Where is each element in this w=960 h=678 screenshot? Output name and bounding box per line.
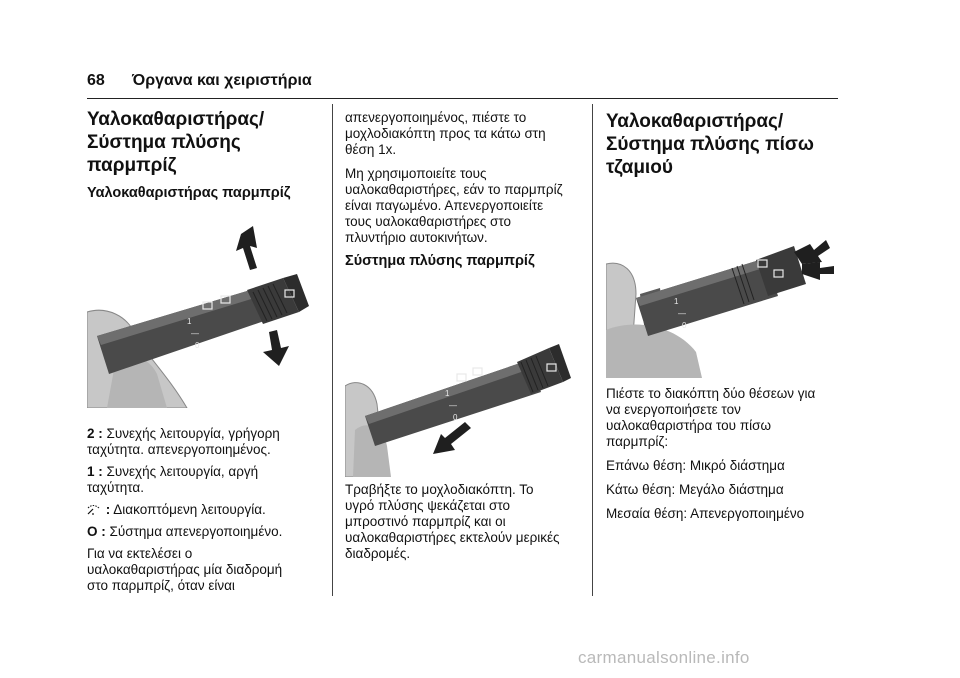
washer-para-line-3: μπροστινό παρμπρίζ και οι — [345, 514, 506, 529]
item-o-key: O : — [87, 524, 106, 539]
rear-wiper-switch-illustration — [606, 234, 838, 378]
svg-text:0: 0 — [195, 341, 200, 350]
rear-position-down: Κάτω θέση: Μεγάλο διάστημα — [606, 482, 784, 497]
column-divider-2 — [592, 104, 593, 596]
svg-text:—: — — [191, 329, 199, 338]
heading-rear-wiper-line-3: τζαμιού — [606, 157, 673, 178]
item-o-text: Σύστημα απενεργοποιημένο. — [109, 524, 283, 539]
item-2-key: 2 : — [87, 426, 103, 441]
page-header — [87, 72, 838, 100]
item-fast-continuous — [87, 426, 280, 442]
item-2-text-line-1: Συνεχής λειτουργία, γρήγορη — [106, 426, 280, 441]
single-sweep-cont-line-1: απενεργοποιημένος, πιέστε το — [345, 110, 527, 125]
heading-front-wiper-line-2: Σύστημα πλύσης — [87, 132, 241, 153]
washer-para-line-1: Τραβήξτε το μοχλοδιακόπτη. Το — [345, 482, 534, 497]
rear-para-line-1: Πιέστε το διακόπτη δύο θέσεων για — [606, 386, 816, 401]
single-sweep-cont-line-2: μοχλοδιακόπτη προς τα κάτω στη — [345, 126, 546, 141]
intermittent-wiper-icon — [87, 504, 100, 516]
rear-para-line-2: να ενεργοποιήσετε τον — [606, 402, 741, 417]
item-1-text-line-1: Συνεχής λειτουργία, αργή — [106, 464, 259, 479]
svg-text:—: — — [449, 401, 457, 410]
frozen-warning-line-5: πλυντήριο αυτοκινήτων. — [345, 230, 488, 245]
header-rule — [87, 98, 838, 99]
washer-para-line-4: υαλοκαθαριστήρες εκτελούν μερικές — [345, 530, 560, 545]
rear-para-line-3: υαλοκαθαριστήρα του πίσω — [606, 418, 771, 433]
frozen-warning-line-3: είναι παγωμένο. Απενεργοποιείτε — [345, 198, 544, 213]
frozen-warning-line-1: Μη χρησιμοποιείτε τους — [345, 166, 487, 181]
svg-text:—: — — [678, 309, 686, 318]
washer-para-line-5: διαδρομές. — [345, 546, 411, 561]
svg-text:1: 1 — [674, 297, 679, 306]
single-sweep-para-line-2: υαλοκαθαριστήρας μία διαδρομή — [87, 562, 283, 577]
wiper-stalk-illustration — [87, 224, 315, 408]
single-sweep-cont-line-3: θέση 1x. — [345, 142, 397, 157]
subheading-windscreen-washer: Σύστημα πλύσης παρμπρίζ — [345, 253, 535, 269]
column-divider-1 — [332, 104, 333, 596]
item-int-text: Διακοπτόμενη λειτουργία. — [113, 502, 266, 517]
item-1-key: 1 : — [87, 464, 103, 479]
item-off — [87, 524, 282, 540]
item-2-text-line-2: ταχύτητα. απενεργοποιημένος. — [87, 442, 271, 457]
washer-stalk-illustration — [345, 334, 590, 477]
heading-front-wiper-line-3: παρμπρίζ — [87, 155, 177, 176]
heading-rear-wiper-line-2: Σύστημα πλύσης πίσω — [606, 134, 814, 155]
svg-text:0: 0 — [682, 321, 687, 330]
page-number: 68 — [87, 72, 105, 89]
frozen-warning-line-2: υαλοκαθαριστήρες, εάν το παρμπρίζ — [345, 182, 563, 197]
item-slow-continuous — [87, 464, 258, 480]
washer-para-line-2: υγρό πλύσης ψεκάζεται στο — [345, 498, 510, 513]
watermark: carmanualsonline.info — [578, 648, 750, 667]
subheading-windscreen-wiper: Υαλοκαθαριστήρας παρμπρίζ — [87, 185, 291, 201]
svg-text:0: 0 — [453, 413, 458, 422]
svg-text:1: 1 — [187, 317, 192, 326]
frozen-warning-line-4: τους υαλοκαθαριστήρες στο — [345, 214, 512, 229]
rear-position-middle: Μεσαία θέση: Απενεργοποιημένο — [606, 506, 805, 521]
single-sweep-para-line-3: στο παρμπρίζ, όταν είναι — [87, 578, 235, 593]
rear-para-line-4: παρμπρίζ: — [606, 434, 669, 449]
item-intermittent — [87, 502, 266, 518]
svg-text:1: 1 — [445, 389, 450, 398]
item-int-key: : — [105, 502, 111, 517]
heading-rear-wiper-line-1: Υαλοκαθαριστήρας/ — [606, 111, 784, 132]
single-sweep-para-line-1: Για να εκτελέσει ο — [87, 546, 193, 561]
item-1-text-line-2: ταχύτητα. — [87, 480, 144, 495]
section-title: Όργανα και χειριστήρια — [132, 72, 312, 89]
rear-position-up: Επάνω θέση: Μικρό διάστημα — [606, 458, 785, 473]
heading-front-wiper-line-1: Υαλοκαθαριστήρας/ — [87, 109, 265, 130]
